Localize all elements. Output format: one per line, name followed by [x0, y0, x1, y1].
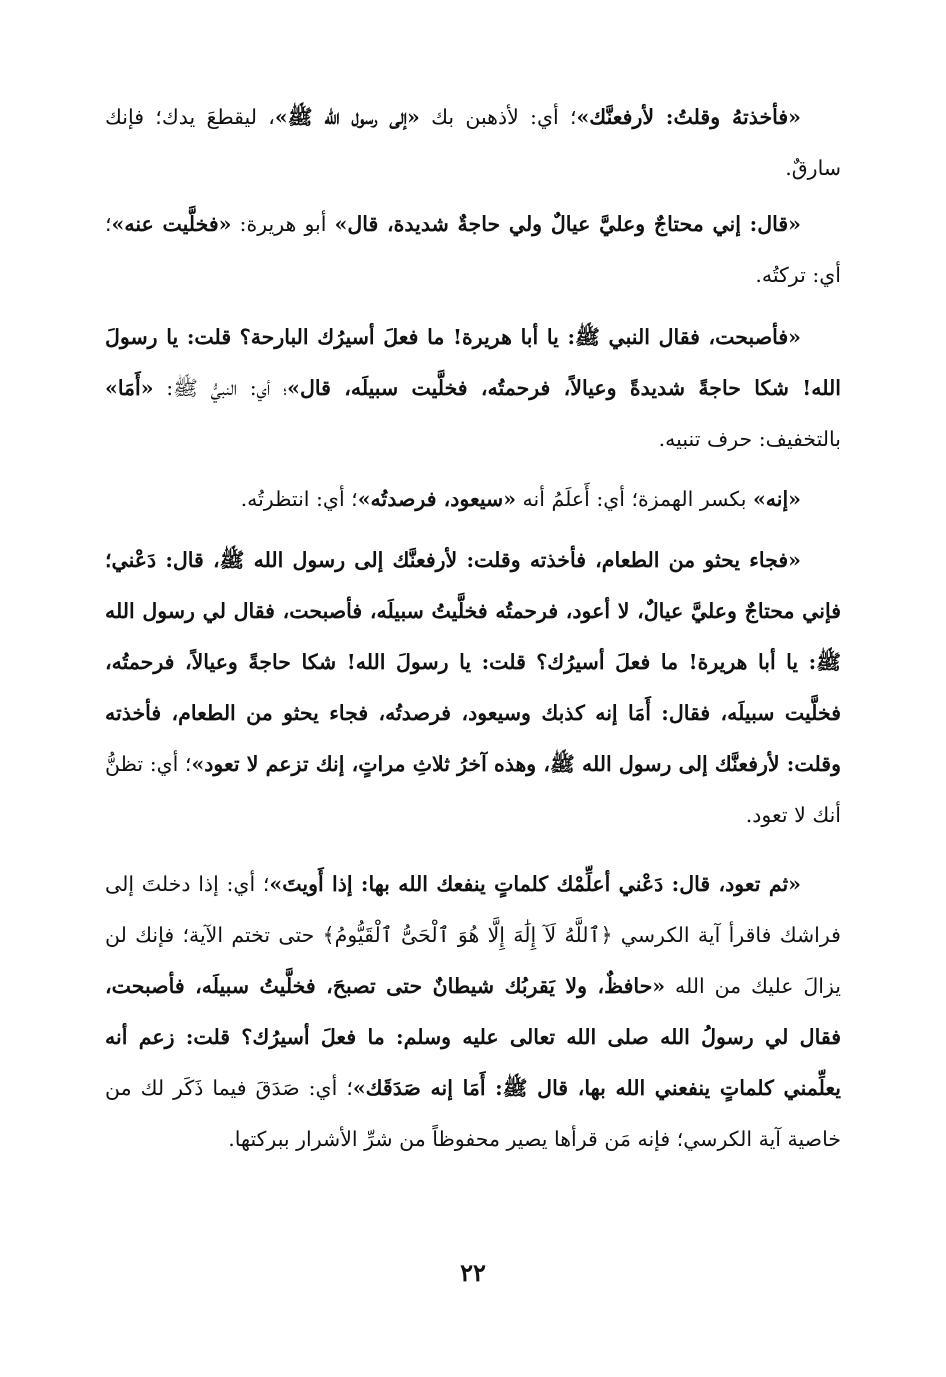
page-body — [105, 92, 841, 1165]
text-bold: «فخلَّيت عنه» — [111, 212, 232, 236]
paragraph-4 — [105, 474, 841, 525]
page-number: ٢٢ — [460, 1258, 486, 1287]
text-bold: «إنه» — [752, 487, 801, 511]
text-regular: ؛ أي: انتظرتُه. — [240, 487, 358, 511]
text-regular: ؛ أي: تظنُّ أنك لا تعود. — [105, 752, 841, 827]
text-regular: بكسر الهمزة؛ أي: أَعلَمُ أنه — [516, 487, 753, 511]
text-regular: ، ليقطعَ يدك؛ فإنك سارقٌ. — [105, 105, 841, 180]
text-regular: ؛ أي: صَدَقَ فيما ذَكَر لك من خاصية آية الكرسي؛ فإنه مَن قرأها يصير محفوظاً من شرِّ الأشرار ببركتها. — [105, 1076, 841, 1151]
text-regular: ؛ أي: لأذهبن بك — [419, 105, 577, 129]
text-bold: «إلى رسول الله ﷺ» — [274, 105, 420, 129]
paragraph-1 — [105, 92, 841, 194]
text-bold: «ثم تعود، قال: دَعْني أعلِّمْك كلماتٍ ينفعك الله بها: إذا أَويتَ» — [269, 872, 801, 896]
text-regular: ؛ أي: النبيُّ ﷺ: — [153, 376, 288, 400]
text-bold: «قال: إني محتاجٌ وعليَّ عيالٌ ولي حاجةٌ شديدة، قال» — [334, 212, 801, 236]
text-bold: «فأصبحت، فقال النبي ﷺ: يا أبا هريرة! ما فعلَ أسيرُك البارحة؟ قلت: يا رسولَ الله! شكا حاجةً شديدةً وعيالاً، فرحمتُه، فخلَّيت سبيلَه، قال» — [105, 325, 841, 400]
text-bold: «حافظٌ، ولا يَقربُك شيطانٌ حتى تصبحَ، فخلَّيتُ سبيلَه، فأصبحت، فقال لي رسولُ الله صلى الله تعالى عليه وسلم: ما فعلَ أسيرُك؟ قلت: زعم أنه يعلِّمني كلماتٍ ينفعني الله بها، قال ﷺ: أَمَا إنه صَدَقَك» — [105, 974, 841, 1100]
paragraph-3 — [105, 312, 841, 465]
text-bold: «فجاء يحثو من الطعام، فأخذته وقلت: لأرفعنَّك إلى رسول الله ﷺ، قال: دَعْني؛ فإني محتاجٌ وعليَّ عيالٌ، لا أعود، فرحمتُه فخلَّيتُ سبيلَه، فأصبحت، فقال لي رسول الله ﷺ: يا أبا هريرة! ما فعلَ أسيرُك؟ قلت: يا رسولَ الله! شكا حاجةً وعيالاً، فرحمتُه، فخلَّيت سبيلَه، فقال: أَمَا إنه كذبك وسيعود، فرصدتُه، فجاء يحثو من الطعام، فأخذته وقلت: لأرفعنَّك إلى رسول الله ﷺ، وهذه آخرُ ثلاثِ مراتٍ، إنك تزعم لا تعود» — [105, 548, 841, 776]
paragraph-6 — [105, 859, 841, 1165]
paragraph-5 — [105, 535, 841, 841]
text-regular: ؛ أي: تركتُه. — [105, 212, 841, 287]
text-regular: أبو هريرة: — [231, 212, 335, 236]
text-regular: بالتخفيف: حرف تنبيه. — [658, 427, 841, 451]
text-bold: «سيعود، فرصدتُه» — [357, 487, 517, 511]
text-bold: «فأخذتهُ وقلتُ: لأرفعنَّك» — [576, 105, 801, 129]
paragraph-2 — [105, 199, 841, 301]
text-bold: «أَمَا» — [105, 376, 154, 400]
text-regular: ؛ أي: إذا دخلتَ إلى فراشك فاقرأ آية الكرسي ﴿ٱللَّهُ لَآ إِلَٰهَ إِلَّا هُوَ ٱلْحَىُّ ٱلْقَيُّومُ﴾ حتى تختم الآية؛ فإنك لن يزالَ عليك من الله — [105, 872, 841, 998]
